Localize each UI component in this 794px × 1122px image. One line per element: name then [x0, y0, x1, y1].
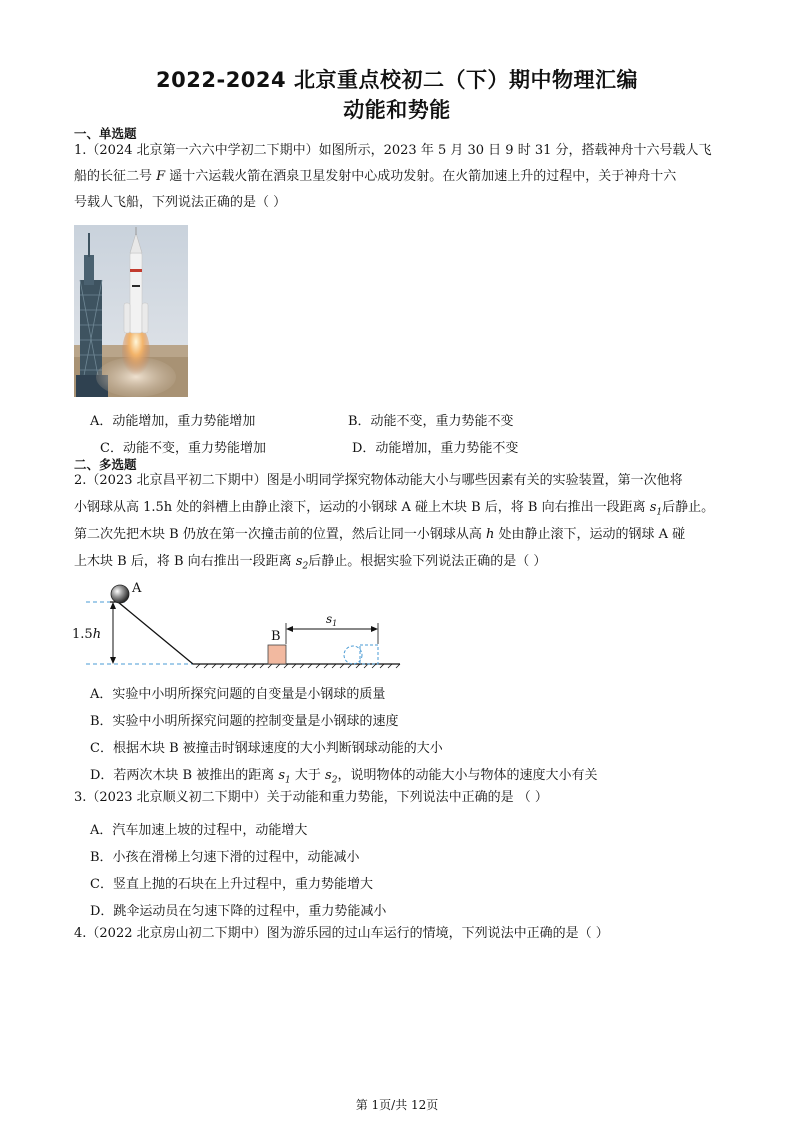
math-subscript: 2: [302, 561, 309, 572]
ramp-track: [110, 602, 400, 664]
label-block-b: B: [271, 629, 281, 644]
question-3-option-d[interactable]: D．跳伞运动员在匀速下降的过程中，重力势能减小: [90, 904, 387, 919]
question-4-stem: 4.（2022 北京房山初二下期中）图为游乐园的过山车运行的情境，下列说法中正确的是（ ）: [74, 926, 609, 941]
section-heading-single: 一、单选题: [74, 126, 137, 141]
distance-label-variable: s: [326, 612, 333, 626]
document-subtitle: 动能和势能: [343, 98, 451, 122]
text-segment: 后静止。根据实验下列说法正确的是（ ）: [308, 554, 547, 569]
math-subscript: 1: [285, 775, 291, 786]
question-2-option-c[interactable]: C．根据木块 B 被撞击时钢球速度的大小判断钢球动能的大小: [90, 741, 443, 756]
text-segment: 小钢球从高 1.5h 处的斜槽上由静止滚下，运动的小钢球 A 碰上木块 B 后，将 B 向右推出一段距离: [74, 500, 650, 515]
text-segment: 上木块 B 后，将 B 向右推出一段距离: [74, 554, 296, 569]
question-3-option-a[interactable]: A．汽车加速上坡的过程中，动能增大: [90, 823, 308, 838]
distance-label: [326, 612, 337, 628]
math-variable: s: [278, 768, 286, 783]
math-subscript: 2: [331, 775, 338, 786]
question-1-line-3: 号载人飞船，下列说法正确的是（ ）: [74, 195, 287, 210]
math-variable: s: [649, 500, 657, 515]
rocket-launch-photo: [74, 225, 188, 397]
text-segment: ，说明物体的动能大小与物体的速度大小有关: [337, 768, 598, 783]
page-number: 第 1页/共 12页: [355, 1098, 439, 1112]
math-variable: s: [295, 554, 303, 569]
math-variable: s: [325, 768, 332, 783]
math-subscript: 1: [656, 507, 663, 518]
question-1-option-a[interactable]: A．动能增加，重力势能增加: [90, 414, 256, 429]
text-segment: 处由静止滚下，运动的钢球 A 碰: [494, 527, 686, 542]
text-segment: D．若两次木块 B 被推出的距离: [90, 768, 279, 783]
question-1-line-1: 1.（2024 北京第一六六中学初二下期中）如图所示，2023 年 5 月 30 日 9 时 31 分，搭载神舟十六号载人飞: [74, 143, 712, 158]
question-3-option-c[interactable]: C．竖直上抛的石块在上升过程中，重力势能增大: [90, 877, 373, 892]
height-label-number: 1.5: [72, 627, 93, 642]
section-heading-multi: 二、多选题: [74, 457, 137, 472]
question-1-option-c[interactable]: C．动能不变，重力势能增加: [100, 441, 266, 456]
question-1-option-d[interactable]: D．动能增加，重力势能不变: [352, 441, 519, 456]
question-2-option-d[interactable]: [90, 764, 597, 786]
question-1-option-b[interactable]: B．动能不变，重力势能不变: [348, 414, 514, 429]
question-2-line-4: [74, 548, 546, 581]
rocket-launch-illustration: [74, 225, 188, 397]
steel-ball-a: [111, 585, 129, 603]
question-2-option-a[interactable]: A．实验中小明所探究问题的自变量是小钢球的质量: [90, 687, 386, 702]
question-1-line-2: [74, 163, 676, 191]
text-segment: 船的长征二号: [74, 169, 157, 184]
height-label: [72, 627, 101, 642]
height-label-variable: h: [92, 627, 102, 642]
question-2-option-b[interactable]: B．实验中小明所探究问题的控制变量是小钢球的速度: [90, 714, 399, 729]
text-segment: 大于: [290, 768, 326, 783]
ramp-experiment-figure: [68, 580, 408, 675]
question-2-line-3: [74, 521, 685, 549]
ghost-ball-outline: [344, 646, 362, 664]
math-variable: F: [156, 169, 166, 184]
math-variable: h: [485, 527, 495, 542]
distance-label-subscript: 1: [332, 619, 338, 628]
label-ball-a: A: [132, 581, 142, 596]
text-segment: 第二次先把木块 B 仍放在第一次撞击前的位置，然后让同一小钢球从高: [74, 527, 486, 542]
question-3-option-b[interactable]: B．小孩在滑梯上匀速下滑的过程中，动能减小: [90, 850, 360, 865]
question-2-line-1: 2.（2023 北京昌平初二下期中）图是小明同学探究物体动能大小与哪些因素有关的实验装置，第一次他将: [74, 473, 683, 488]
document-title: 2022-2024 北京重点校初二（下）期中物理汇编: [156, 68, 638, 92]
wooden-block-b: [268, 645, 286, 664]
question-3-stem: 3.（2023 北京顺义初二下期中）关于动能和重力势能，下列说法中正确的是 （ ）: [74, 790, 548, 805]
moved-block-outline: [360, 645, 378, 664]
text-segment: 遥十六运载火箭在酒泉卫星发射中心成功发射。在火箭加速上升的过程中，关于神舟十六: [165, 169, 677, 184]
text-segment: 后静止。: [662, 500, 715, 515]
